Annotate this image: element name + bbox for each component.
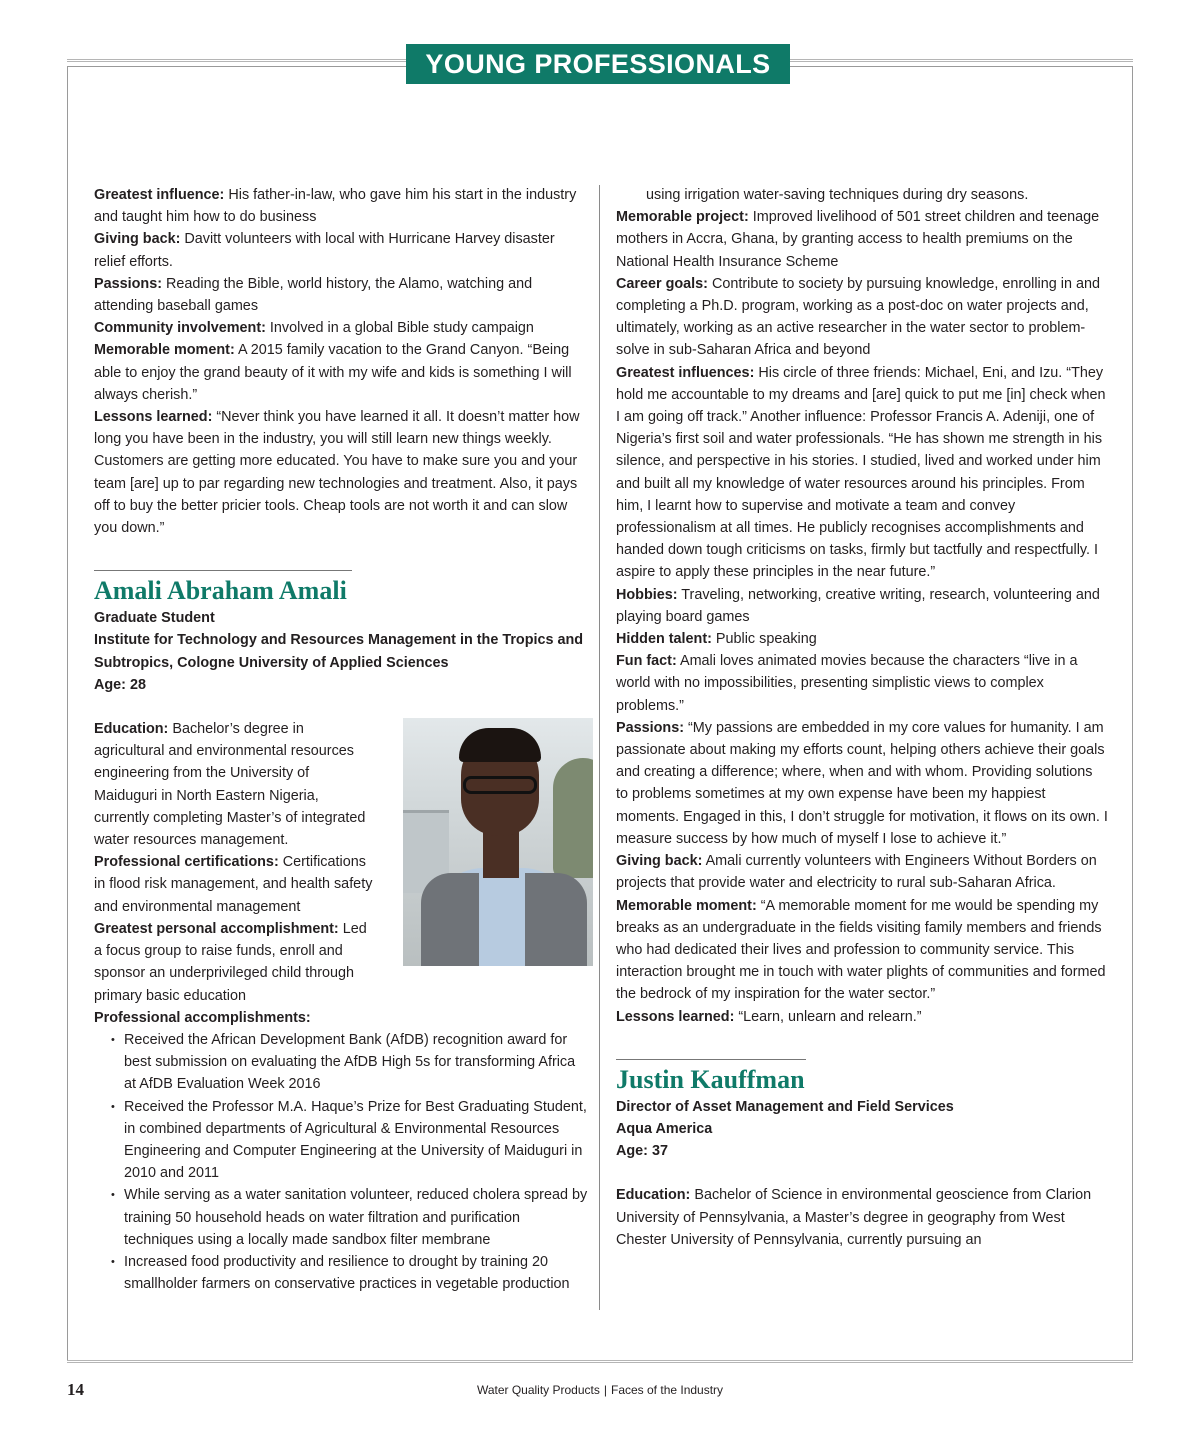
section-name: Faces of the Industry: [611, 1383, 724, 1397]
left-column: [94, 184, 588, 1295]
continuation-text: using irrigation water-saving techniques during dry seasons.: [646, 187, 1029, 203]
footer-publication: [400, 1383, 800, 1397]
list-item: • Received the Professor M.A. Haque’s Prize for Best Graduating Student, in combined departments of Agricultural & Environmental Resources Engineering and Computer Engineering at the University of Maiduguri in 2010 and 2011: [124, 1096, 588, 1185]
profile-separator: [616, 1059, 806, 1060]
profile-name: Justin Kauffman: [616, 1064, 805, 1094]
entry-giving-back: Giving back: Amali currently volunteers with Engineers Without Borders on projects that provide water and electricity to rural sub-Saharan Africa.: [616, 853, 1097, 892]
list-item: • Received the African Development Bank (AfDB) recognition award for best submission on evaluating the AfDB High 5s for transforming Africa at AfDB Evaluation Week 2016: [124, 1029, 588, 1096]
entry-community-involvement: Community involvement: Involved in a global Bible study campaign: [94, 320, 534, 337]
entry-giving-back: Giving back: Davitt volunteers with local with Hurricane Harvey disaster relief efforts.: [94, 231, 555, 270]
entry-passions: Passions: Reading the Bible, world history, the Alamo, watching and attending baseball games: [94, 275, 533, 315]
column-divider: [599, 185, 600, 1310]
entry-passions: Passions: “My passions are embedded in my core values for humanity. I am passionate about making my efforts count, helping others achieve their goals and creating a difference; where, when and with whom. Providing solutions to problems sometimes at my own expense have been my happiest moments. Engaged in this, I don’t struggle for motivation, it flows on its own. I measure success by how much of myself I lose to achieve it.”: [616, 719, 1108, 847]
right-column: [616, 184, 1108, 1251]
accomplishments-heading: Professional accomplishments:: [94, 1009, 311, 1026]
profile-age: Age: 28: [94, 676, 146, 693]
entry-education: Education: Bachelor of Science in environmental geoscience from Clarion University of Pennsylvania, a Master’s degree in geography from West Chester University of Pennsylvania, currently pursuing an: [616, 1187, 1092, 1248]
section-banner: YOUNG PROFESSIONALS: [406, 44, 790, 84]
entry-greatest-influences: Greatest influences: His circle of three friends: Michael, Eni, and Izu. “They hold me accountable to my dreams and [are] quick to put me [in] check when I am going off track.” Another influence: Professor Francis A. Adeniji, one of Nigeria’s first soil and water professionals. “He has shown me strength in his silence, and perspective in his stories. I studied, lived and worked under him and built all my knowledge of water resources around his principles. From him, I learnt how to supervise and motivate a team and convey professionalism at all times. He publicly recognises accomplishments and handed down tough criticisms on tasks, firmly but tactfully and respectfully. I aspire to apply these principles in the near future.”: [616, 364, 1106, 581]
profile-organization: Institute for Technology and Resources Management in the Tropics and Subtropics, Cologne University of Applied Sciences: [94, 632, 584, 671]
entry-certifications: Professional certifications: Certifications in flood risk management, and health safety and environmental management: [94, 854, 373, 915]
list-item: • Increased food productivity and resilience to drought by training 20 smallholder farmers on conservative practices in vegetable production: [124, 1251, 588, 1295]
footer-separator: |: [603, 1383, 607, 1397]
entry-lessons-learned: Lessons learned: “Learn, unlearn and relearn.”: [616, 1008, 922, 1025]
entry-fun-fact: Fun fact: Amali loves animated movies because the characters “live in a world with no impossibilities, presenting simplistic views to complex problems.”: [616, 653, 1078, 714]
entry-hidden-talent: Hidden talent: Public speaking: [616, 631, 817, 648]
entry-education: Education: Bachelor’s degree in agricultural and environmental resources engineering from the University of Maiduguri in North Eastern Nigeria, currently completing Master’s of integrated water resources management.: [94, 721, 366, 849]
list-item: • While serving as a water sanitation volunteer, reduced cholera spread by training 50 household heads on water filtration and purification techniques using a locally made sandbox filter membrane: [124, 1184, 588, 1251]
page-number: 14: [67, 1380, 84, 1399]
profile-title: Director of Asset Management and Field Services: [616, 1098, 954, 1115]
profile-organization: Aqua America: [616, 1120, 713, 1137]
profile-title: Graduate Student: [94, 610, 215, 627]
entry-memorable-moment: Memorable moment: A 2015 family vacation to the Grand Canyon. “Being able to enjoy the grand beauty of it with my wife and kids is something I will always cherish.”: [94, 342, 572, 403]
profile-name: Amali Abraham Amali: [94, 576, 347, 606]
publication-name: Water Quality Products: [476, 1383, 600, 1397]
entry-career-goals: Career goals: Contribute to society by pursuing knowledge, enrolling in and completing a Ph.D. program, working as a post-doc on water projects and, ultimately, working as an active researcher in the water sector to problem-solve in sub-Saharan Africa and beyond: [616, 275, 1100, 359]
entry-personal-accomplishment: Greatest personal accomplishment: Led a focus group to raise funds, enroll and sponsor an underprivileged child through primary basic education: [94, 920, 367, 1004]
accomplishments-list: [94, 1029, 588, 1295]
bottom-rule: [67, 1360, 1133, 1363]
entry-memorable-project: Memorable project: Improved livelihood of 501 street children and teenage mothers in Accra, Ghana, by granting access to health premiums on the National Health Insurance Scheme: [616, 209, 1100, 270]
profile-separator: [94, 570, 352, 571]
entry-lessons-learned: Lessons learned: “Never think you have learned it all. It doesn’t matter how long you have been in the industry, you will still learn new things weekly. Customers are getting more educated. You have to make sure you and your team [are] up to par regarding new technologies and treatment. Also, it pays off to buy the better pricier tools. Cheap tools are not worth it and can slow you down.”: [94, 409, 580, 537]
profile-photo: [403, 718, 593, 966]
entry-memorable-moment: Memorable moment: “A memorable moment for me would be spending my breaks as an undergraduate in the fields visiting family members and friends who had dedicated their lives and profession to community service. This interaction brought me in touch with water plights of communities and formed the bedrock of my inspiration for the water sector.”: [616, 897, 1106, 1003]
profile-age: Age: 37: [616, 1143, 668, 1160]
entry-hobbies: Hobbies: Traveling, networking, creative writing, research, volunteering and playing board games: [616, 586, 1100, 625]
entry-greatest-influence: Greatest influence: His father-in-law, who gave him his start in the industry and taught him how to do business: [94, 187, 577, 226]
